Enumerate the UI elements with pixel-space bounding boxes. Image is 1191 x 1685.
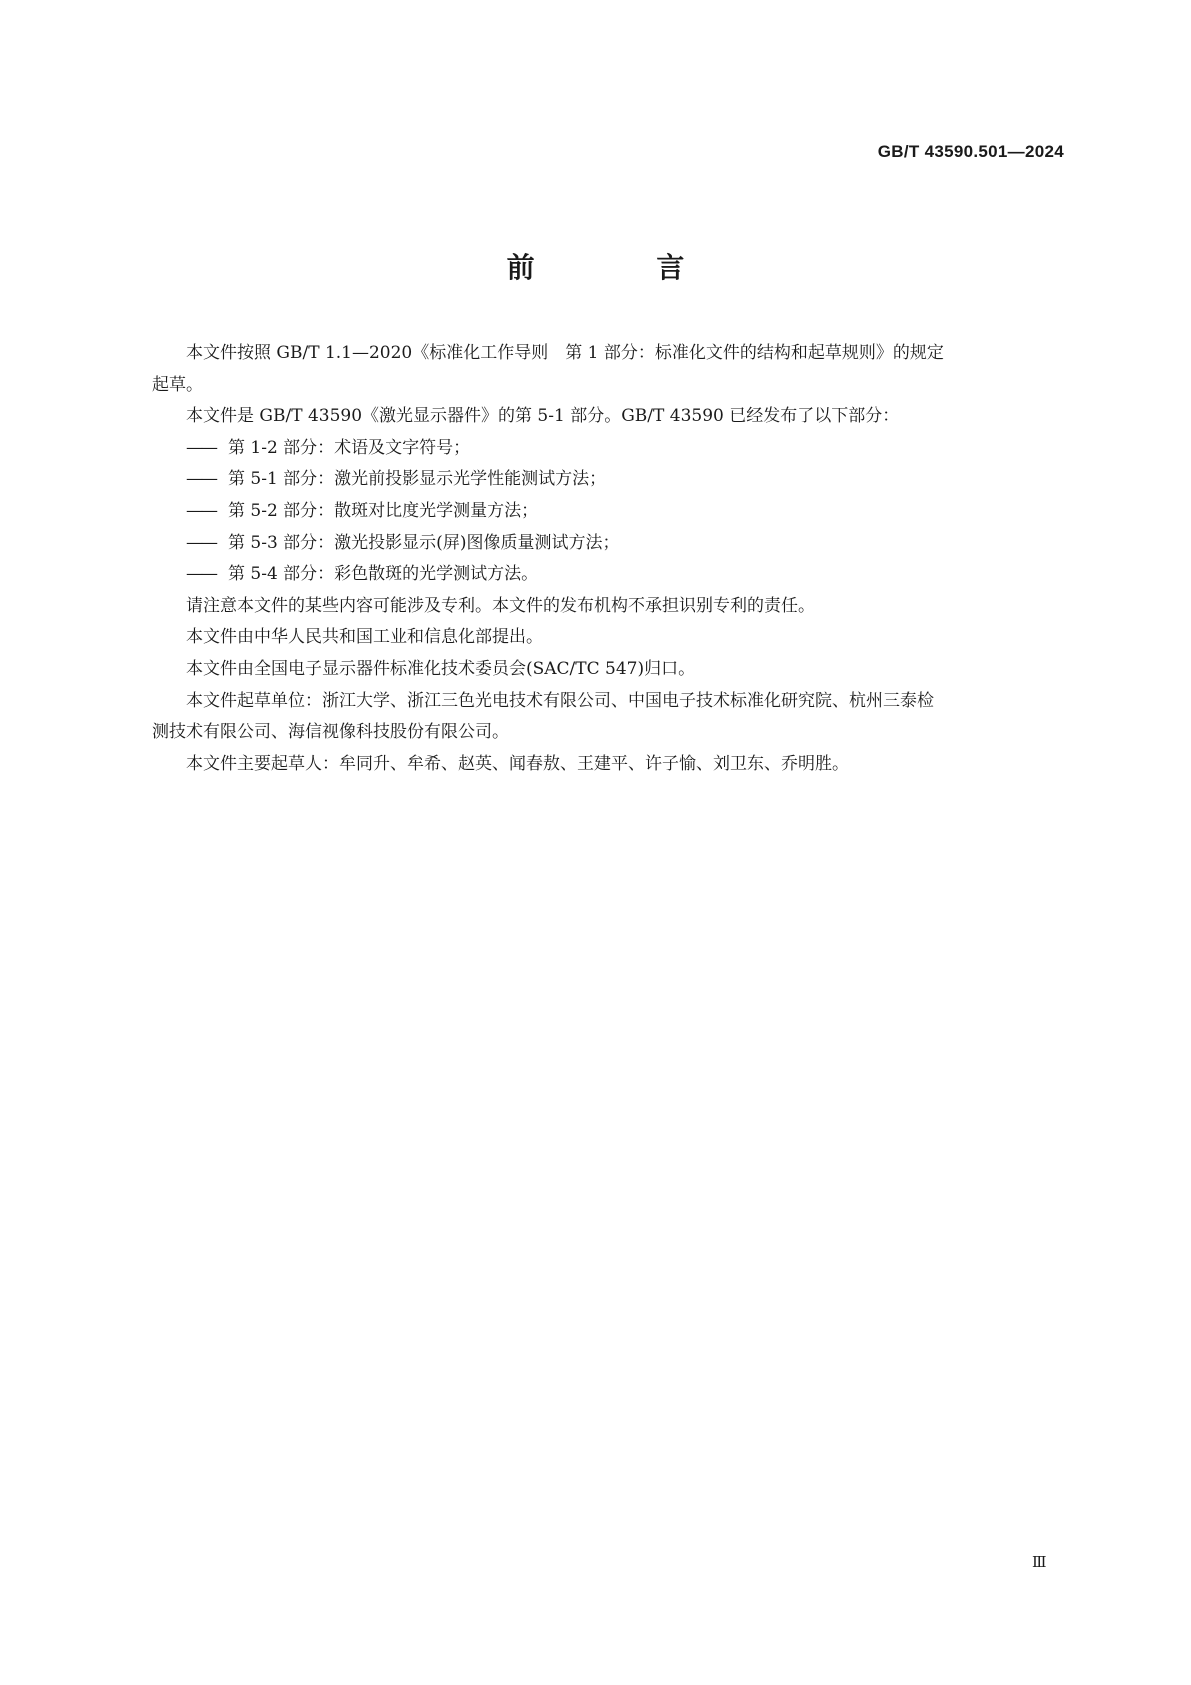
list-dash: —— bbox=[186, 437, 216, 458]
paragraph-drafting-basis: 本文件按照 GB/T 1.1—2020《标准化工作导则 第 1 部分：标准化文件的结构和起草规则》的规定 bbox=[186, 343, 944, 363]
list-dash: —— bbox=[186, 500, 216, 521]
paragraph-proposer: 本文件由中华人民共和国工业和信息化部提出。 bbox=[186, 627, 543, 648]
document-body bbox=[152, 338, 1067, 780]
list-item bbox=[152, 433, 1067, 465]
list-item-text: 第 5-3 部分：激光投影显示(屏)图像质量测试方法； bbox=[228, 532, 620, 553]
paragraph-patent-notice: 请注意本文件的某些内容可能涉及专利。本文件的发布机构不承担识别专利的责任。 bbox=[186, 595, 815, 616]
list-item-text: 第 5-4 部分：彩色散斑的光学测试方法。 bbox=[228, 564, 539, 585]
list-item bbox=[152, 528, 1067, 560]
paragraph-series-parts: 本文件是 GB/T 43590《激光显示器件》的第 5-1 部分。GB/T 43590 已经发布了以下部分： bbox=[186, 406, 900, 427]
paragraph-technical-committee: 本文件由全国电子显示器件标准化技术委员会(SAC/TC 547)归口。 bbox=[186, 658, 696, 679]
paragraph-drafting-basis-continued: 起草。 bbox=[152, 374, 203, 395]
paragraph-drafters: 本文件主要起草人：牟同升、牟希、赵英、闻春敖、王建平、许子愉、刘卫东、乔明胜。 bbox=[186, 753, 849, 774]
list-dash: —— bbox=[186, 532, 216, 553]
paragraph-drafting-organizations: 本文件起草单位：浙江大学、浙江三色光电技术有限公司、中国电子技术标准化研究院、杭州三泰检 bbox=[186, 690, 934, 711]
list-item bbox=[152, 559, 1067, 591]
list-dash: —— bbox=[186, 469, 216, 490]
list-item-text: 第 5-2 部分：散斑对比度光学测量方法； bbox=[228, 500, 539, 521]
page-number: Ⅲ bbox=[1032, 1555, 1047, 1571]
list-item-text: 第 5-1 部分：激光前投影显示光学性能测试方法； bbox=[228, 469, 607, 490]
standard-code: GB/T 43590.501—2024 bbox=[877, 142, 1064, 161]
list-item bbox=[152, 496, 1067, 528]
list-item bbox=[152, 464, 1067, 496]
paragraph-drafting-organizations-continued: 测技术有限公司、海信视像科技股份有限公司。 bbox=[152, 722, 509, 743]
page-title: 前 言 bbox=[506, 251, 741, 284]
list-item-text: 第 1-2 部分：术语及文字符号； bbox=[228, 437, 471, 458]
list-dash: —— bbox=[186, 564, 216, 585]
